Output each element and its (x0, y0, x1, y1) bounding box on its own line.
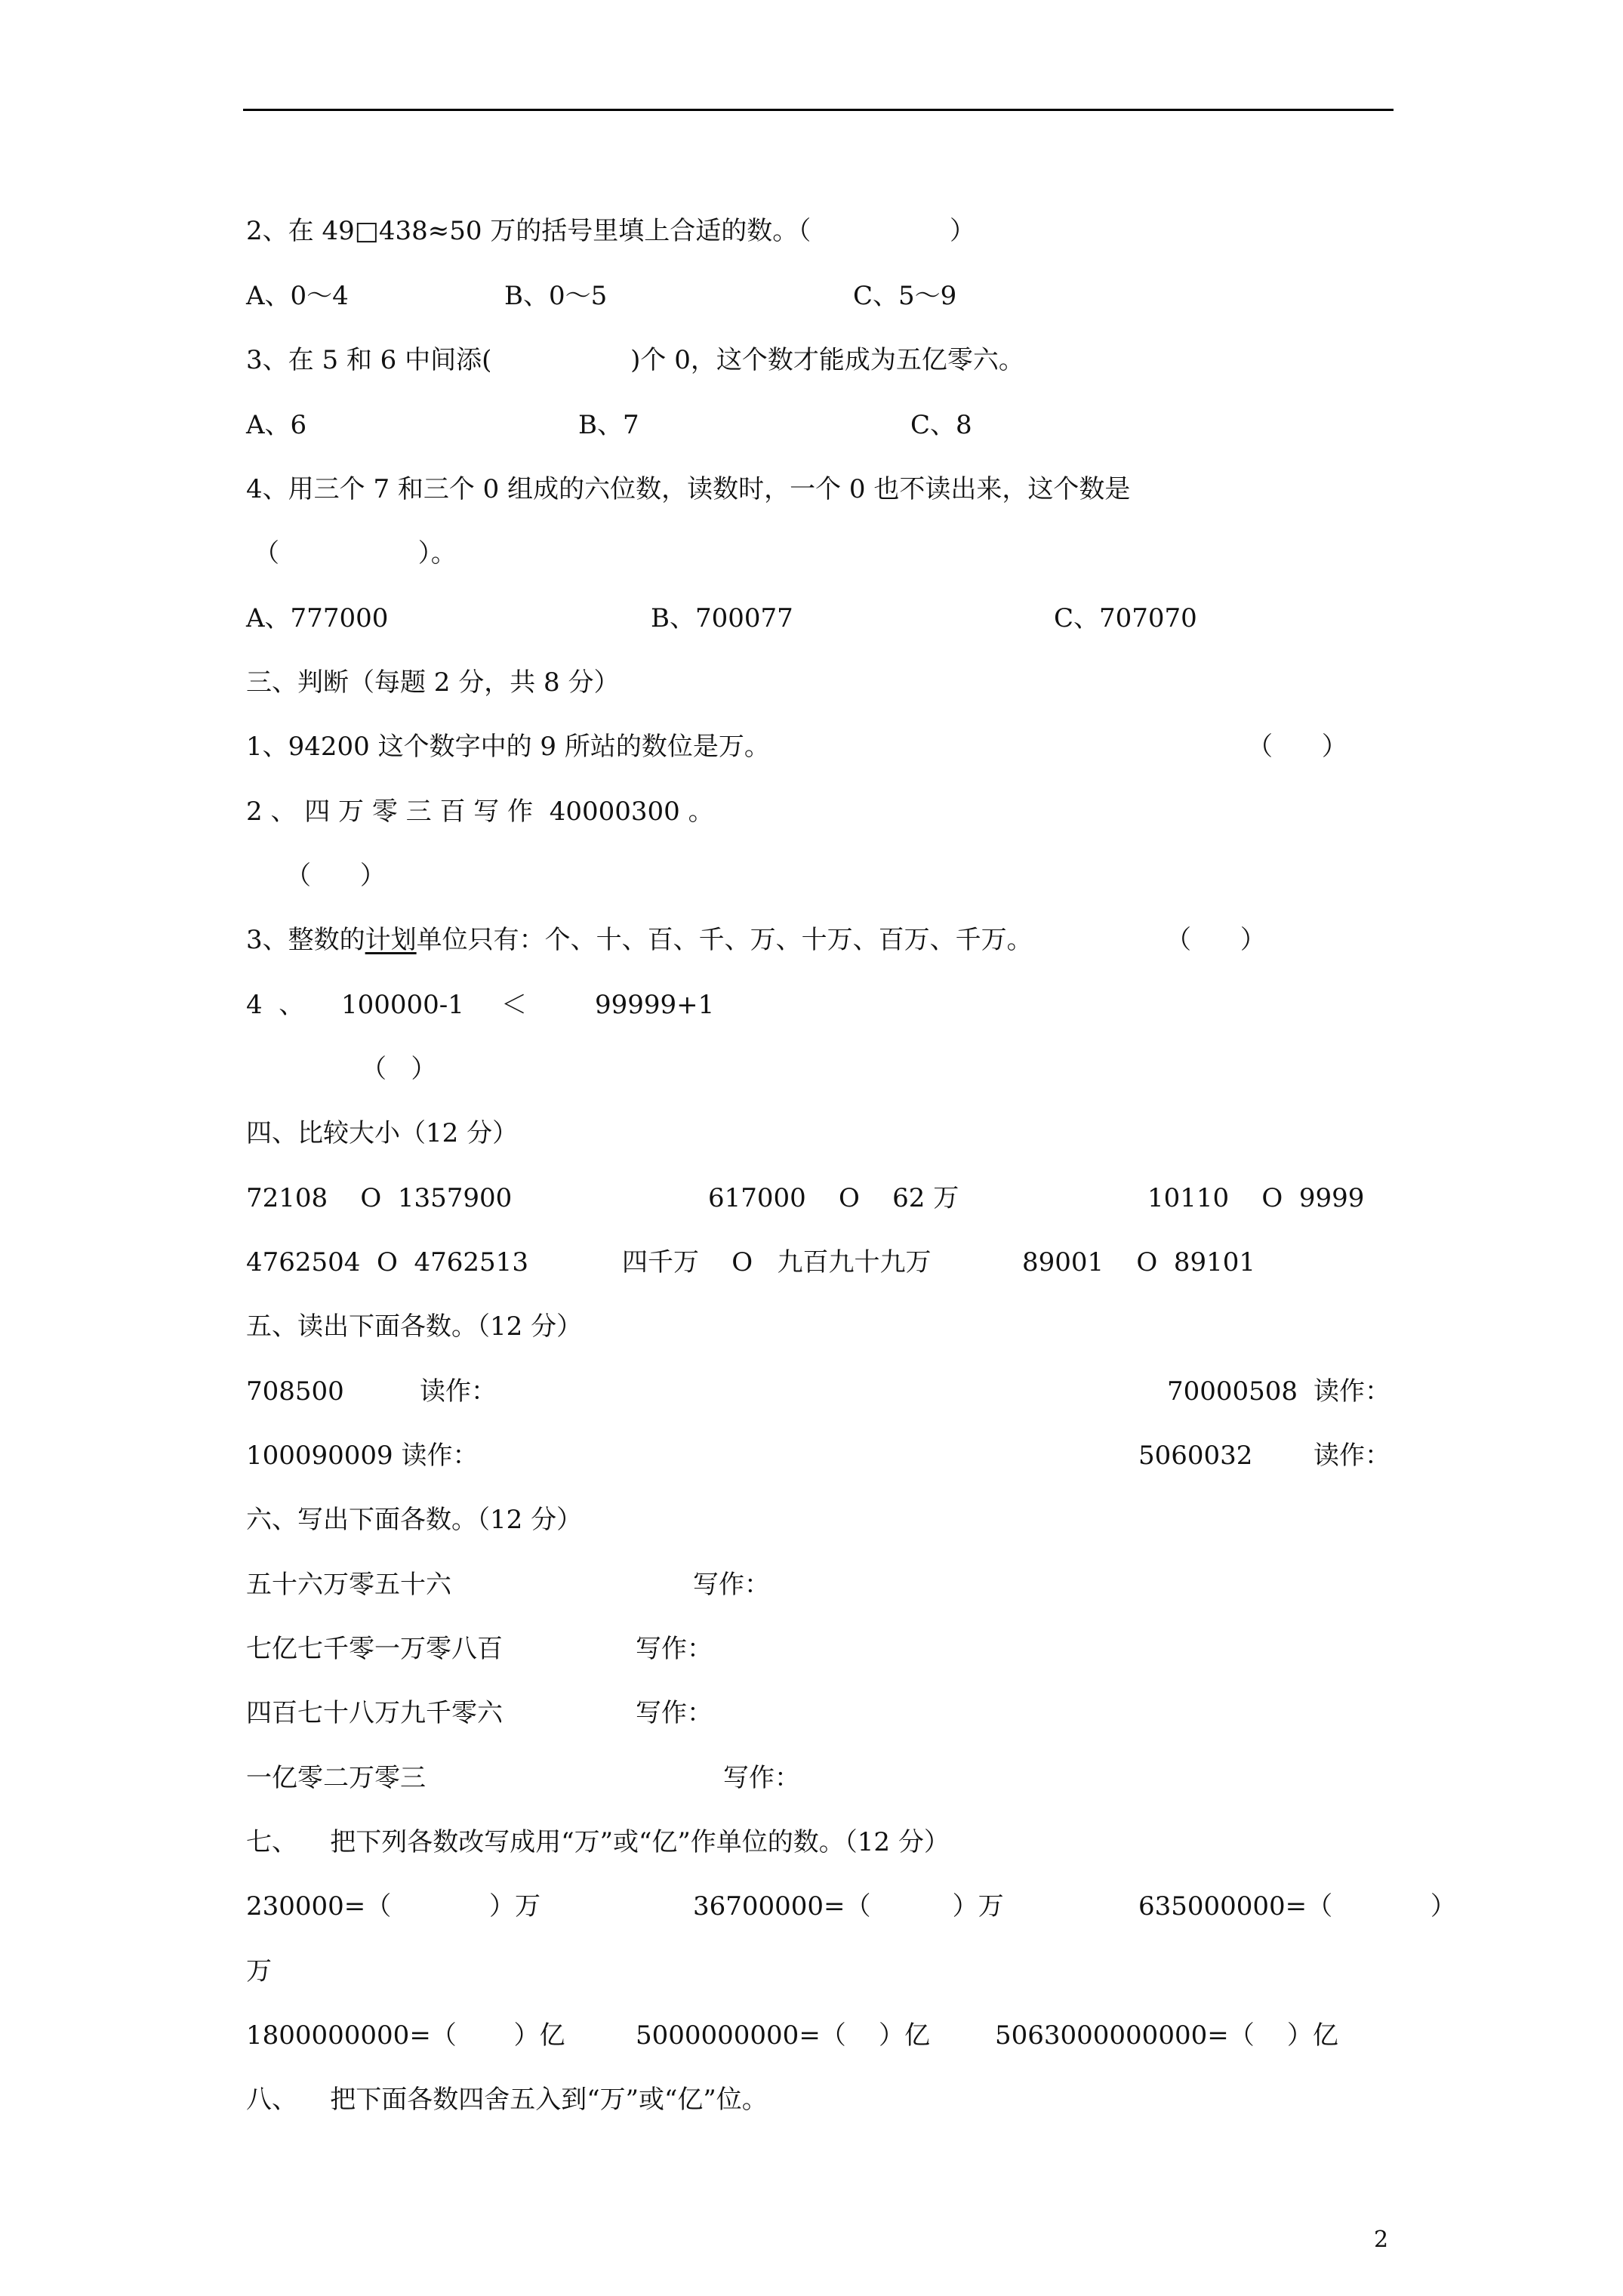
q3-option-a: A、6 (246, 410, 307, 440)
section-7-title: 七、 把下列各数改写成用“万”或“亿”作单位的数。（12 分） (246, 1827, 950, 1857)
page-number: 2 (1374, 2227, 1389, 2253)
question-4: 4、用三个 7 和三个 0 组成的六位数，读数时，一个 0 也不读出来，这个数是 (246, 474, 1131, 504)
section-5-title: 五、读出下面各数。（12 分） (246, 1311, 583, 1342)
judge-3-text (246, 927, 1033, 953)
read-4-label: 读作： (1313, 1441, 1390, 1471)
read-2-label: 读作： (1313, 1376, 1390, 1407)
judge-2-paren: （ ） (285, 861, 386, 891)
read-3: 100090009 读作： (246, 1441, 479, 1471)
judge-3-pre: 3、整数的 (246, 925, 365, 955)
judge-4-sign: ＜ (501, 990, 527, 1020)
q3-option-b: B、7 (578, 410, 639, 440)
compare-2-2: 四千万 O 九百九十九万 (622, 1247, 932, 1277)
read-1-label: 读作： (420, 1376, 497, 1407)
read-4-number: 5060032 (1138, 1441, 1253, 1471)
judge-3-post: 单位只有：个、十、百、千、万、十万、百万、千万。 (416, 925, 1033, 955)
judge-2-text: 2 、 四 万 零 三 百 写 作 40000300 。 (246, 797, 714, 827)
write-4-label: 写作： (723, 1763, 800, 1793)
section-4-title: 四、比较大小（12 分） (246, 1118, 519, 1148)
q4-option-a: A、777000 (246, 603, 389, 633)
write-2-item: 七亿七千零一万零八百 (246, 1634, 503, 1664)
write-3-item: 四百七十八万九千零六 (246, 1698, 503, 1728)
judge-4-paren: （ ） (361, 1054, 437, 1084)
section-3-title: 三、判断（每题 2 分，共 8 分） (246, 667, 620, 698)
write-1-label: 写作： (693, 1570, 770, 1600)
write-4-item: 一亿零二万零三 (246, 1763, 426, 1793)
convert-2: 36700000=（ ）万 (693, 1891, 1004, 1922)
convert-1: 230000=（ ）万 (246, 1891, 540, 1922)
write-2-label: 写作： (636, 1634, 713, 1664)
question-2: 2、在 49□438≈50 万的括号里填上合适的数。（ ） (246, 216, 976, 246)
judge-4-number: 4 、 (246, 990, 305, 1020)
read-2-number: 70000508 (1167, 1376, 1298, 1407)
judge-4-right: 99999+1 (595, 990, 715, 1020)
judge-3-underlined: 计划 (365, 925, 417, 955)
q4-blank: （ ）。 (254, 538, 457, 569)
q2-option-a: A、0～4 (246, 281, 349, 311)
compare-2-3: 89001 O 89101 (1022, 1247, 1256, 1277)
compare-1-1: 72108 O 1357900 (246, 1183, 513, 1213)
q4-option-c: C、707070 (1054, 603, 1197, 633)
judge-4-left: 100000-1 (341, 990, 464, 1020)
convert-5: 5000000000=（ ）亿 (636, 2020, 931, 2051)
header-rule (243, 109, 1394, 111)
read-1-number: 708500 (246, 1376, 344, 1407)
q3-option-c: C、8 (910, 410, 972, 440)
question-3: 3、在 5 和 6 中间添( )个 0，这个数才能成为五亿零六。 (246, 345, 1024, 375)
convert-3-unit: 万 (246, 1956, 272, 1986)
write-3-label: 写作： (636, 1698, 713, 1728)
convert-4: 1800000000=（ ）亿 (246, 2020, 565, 2051)
convert-6: 5063000000000=（ ）亿 (995, 2020, 1338, 2051)
q4-option-b: B、700077 (651, 603, 793, 633)
q2-option-b: B、0～5 (504, 281, 608, 311)
judge-1-paren: （ ） (1247, 732, 1347, 762)
write-1-item: 五十六万零五十六 (246, 1570, 451, 1600)
judge-1-text: 1、94200 这个数字中的 9 所站的数位是万。 (246, 732, 770, 762)
section-8-title: 八、 把下面各数四舍五入到“万”或“亿”位。 (246, 2085, 768, 2115)
compare-1-3: 10110 O 9999 (1147, 1183, 1365, 1213)
compare-1-2: 617000 O 62 万 (708, 1183, 959, 1213)
judge-3-paren: （ ） (1166, 925, 1266, 955)
q2-option-c: C、5～9 (853, 281, 957, 311)
section-6-title: 六、写出下面各数。（12 分） (246, 1505, 583, 1535)
convert-3: 635000000=（ ） (1138, 1891, 1456, 1922)
compare-2-1: 4762504 O 4762513 (246, 1247, 528, 1277)
